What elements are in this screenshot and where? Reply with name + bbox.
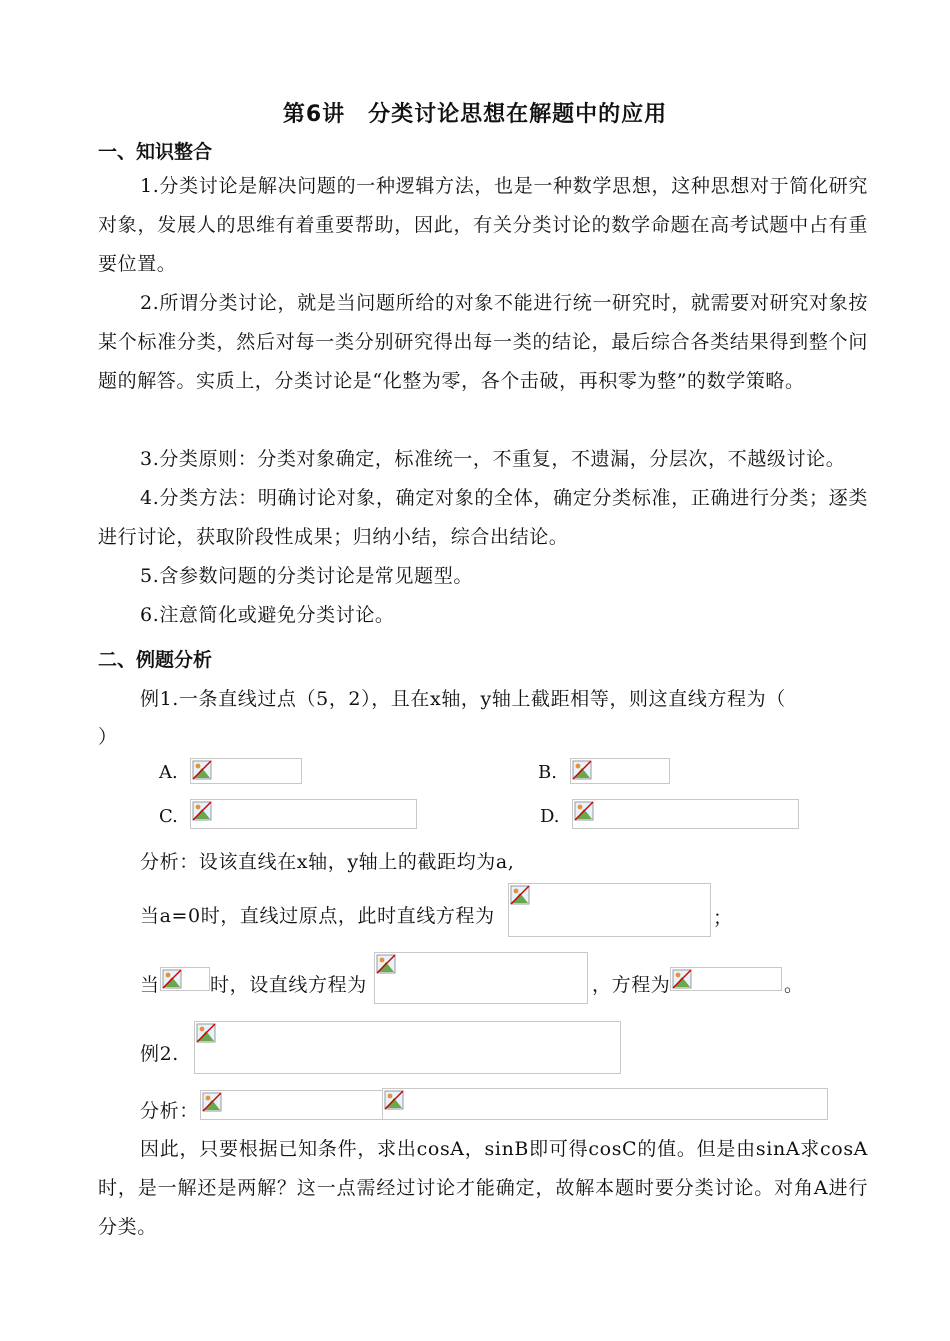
broken-image-icon <box>192 801 212 821</box>
option-d-formula-image <box>572 799 799 829</box>
option-c-formula-image <box>190 799 417 829</box>
broken-image-icon <box>384 1090 404 1110</box>
example1-analysis-line3-end: ，方程为 <box>592 974 671 996</box>
semicolon-text: ； <box>713 907 733 929</box>
example2-problem-image <box>194 1021 621 1074</box>
example1-question: 例1.一条直线过点（5，2），且在x轴，y轴上截距相等，则这直线方程为（ <box>140 688 786 710</box>
period-text: 。 <box>784 974 804 996</box>
broken-image-icon <box>574 801 594 821</box>
knowledge-item-6: 6.注意简化或避免分类讨论。 <box>140 604 395 626</box>
example1-analysis-line3-start: 当 <box>140 974 160 996</box>
section-heading-examples: 二、例题分析 <box>98 649 213 671</box>
knowledge-item-2: 2.所谓分类讨论，就是当问题所给的对象不能进行统一研究时，就需要对研究对象按某个标准分类，然后对每一类分别研究得出每一类的结论，最后综合各类结果得到整个问题的解答。实质上，分类讨论是“化整为零，各个击破，再积零为整”的数学策略。 <box>98 292 868 392</box>
option-b-label: B. <box>538 762 557 783</box>
knowledge-item-4: 4.分类方法：明确讨论对象，确定对象的全体，确定分类标准，正确进行分类；逐类进行讨论，获取阶段性成果；归纳小结，综合出结论。 <box>98 487 868 548</box>
broken-image-icon <box>672 969 692 989</box>
equation-image-intercept-form <box>374 952 588 1004</box>
example1-question-close: ） <box>98 726 118 748</box>
broken-image-icon <box>162 969 182 989</box>
option-a-label: A. <box>159 762 178 783</box>
equation-image-result <box>670 967 782 991</box>
page-title: 第6讲 分类讨论思想在解题中的应用 <box>282 102 668 127</box>
broken-image-icon <box>196 1023 216 1043</box>
broken-image-icon <box>192 760 212 780</box>
example1-analysis-line1: 分析：设该直线在x轴，y轴上的截距均为a, <box>140 851 515 873</box>
broken-image-icon <box>572 760 592 780</box>
example1-analysis-line2: 当a=0时，直线过原点，此时直线方程为 <box>140 905 495 927</box>
option-d-label: D. <box>540 806 560 827</box>
example2-label: 例2. <box>140 1043 179 1065</box>
option-a-formula-image <box>190 758 302 784</box>
equation-image-origin-line <box>508 883 711 937</box>
section-heading-knowledge: 一、知识整合 <box>98 141 213 163</box>
knowledge-item-5: 5.含参数问题的分类讨论是常见题型。 <box>140 565 473 587</box>
broken-image-icon <box>376 954 396 974</box>
knowledge-item-1: 1.分类讨论是解决问题的一种逻辑方法，也是一种数学思想，这种思想对于简化研究对象，发展人的思维有着重要帮助，因此，有关分类讨论的数学命题在高考试题中占有重要位置。 <box>98 175 868 275</box>
knowledge-item-3: 3.分类原则：分类对象确定，标准统一，不重复，不遗漏，分层次，不越级讨论。 <box>140 448 846 470</box>
option-c-label: C. <box>159 806 178 827</box>
broken-image-icon <box>202 1092 222 1112</box>
option-b-formula-image <box>570 758 670 784</box>
broken-image-icon <box>510 885 530 905</box>
example1-analysis-line3-mid: 时，设直线方程为 <box>210 974 367 996</box>
condition-image-a-nonzero <box>160 967 210 991</box>
example2-analysis-label: 分析： <box>140 1100 199 1122</box>
example2-analysis-image-1 <box>200 1090 384 1120</box>
example2-conclusion: 因此，只要根据已知条件，求出cosA，sinB即可得cosC的值。但是由sinA求cosA时，是一解还是两解？这一点需经过讨论才能确定，故解本题时要分类讨论。对角A进行分类。 <box>98 1138 868 1238</box>
example2-analysis-image-2 <box>382 1088 828 1120</box>
